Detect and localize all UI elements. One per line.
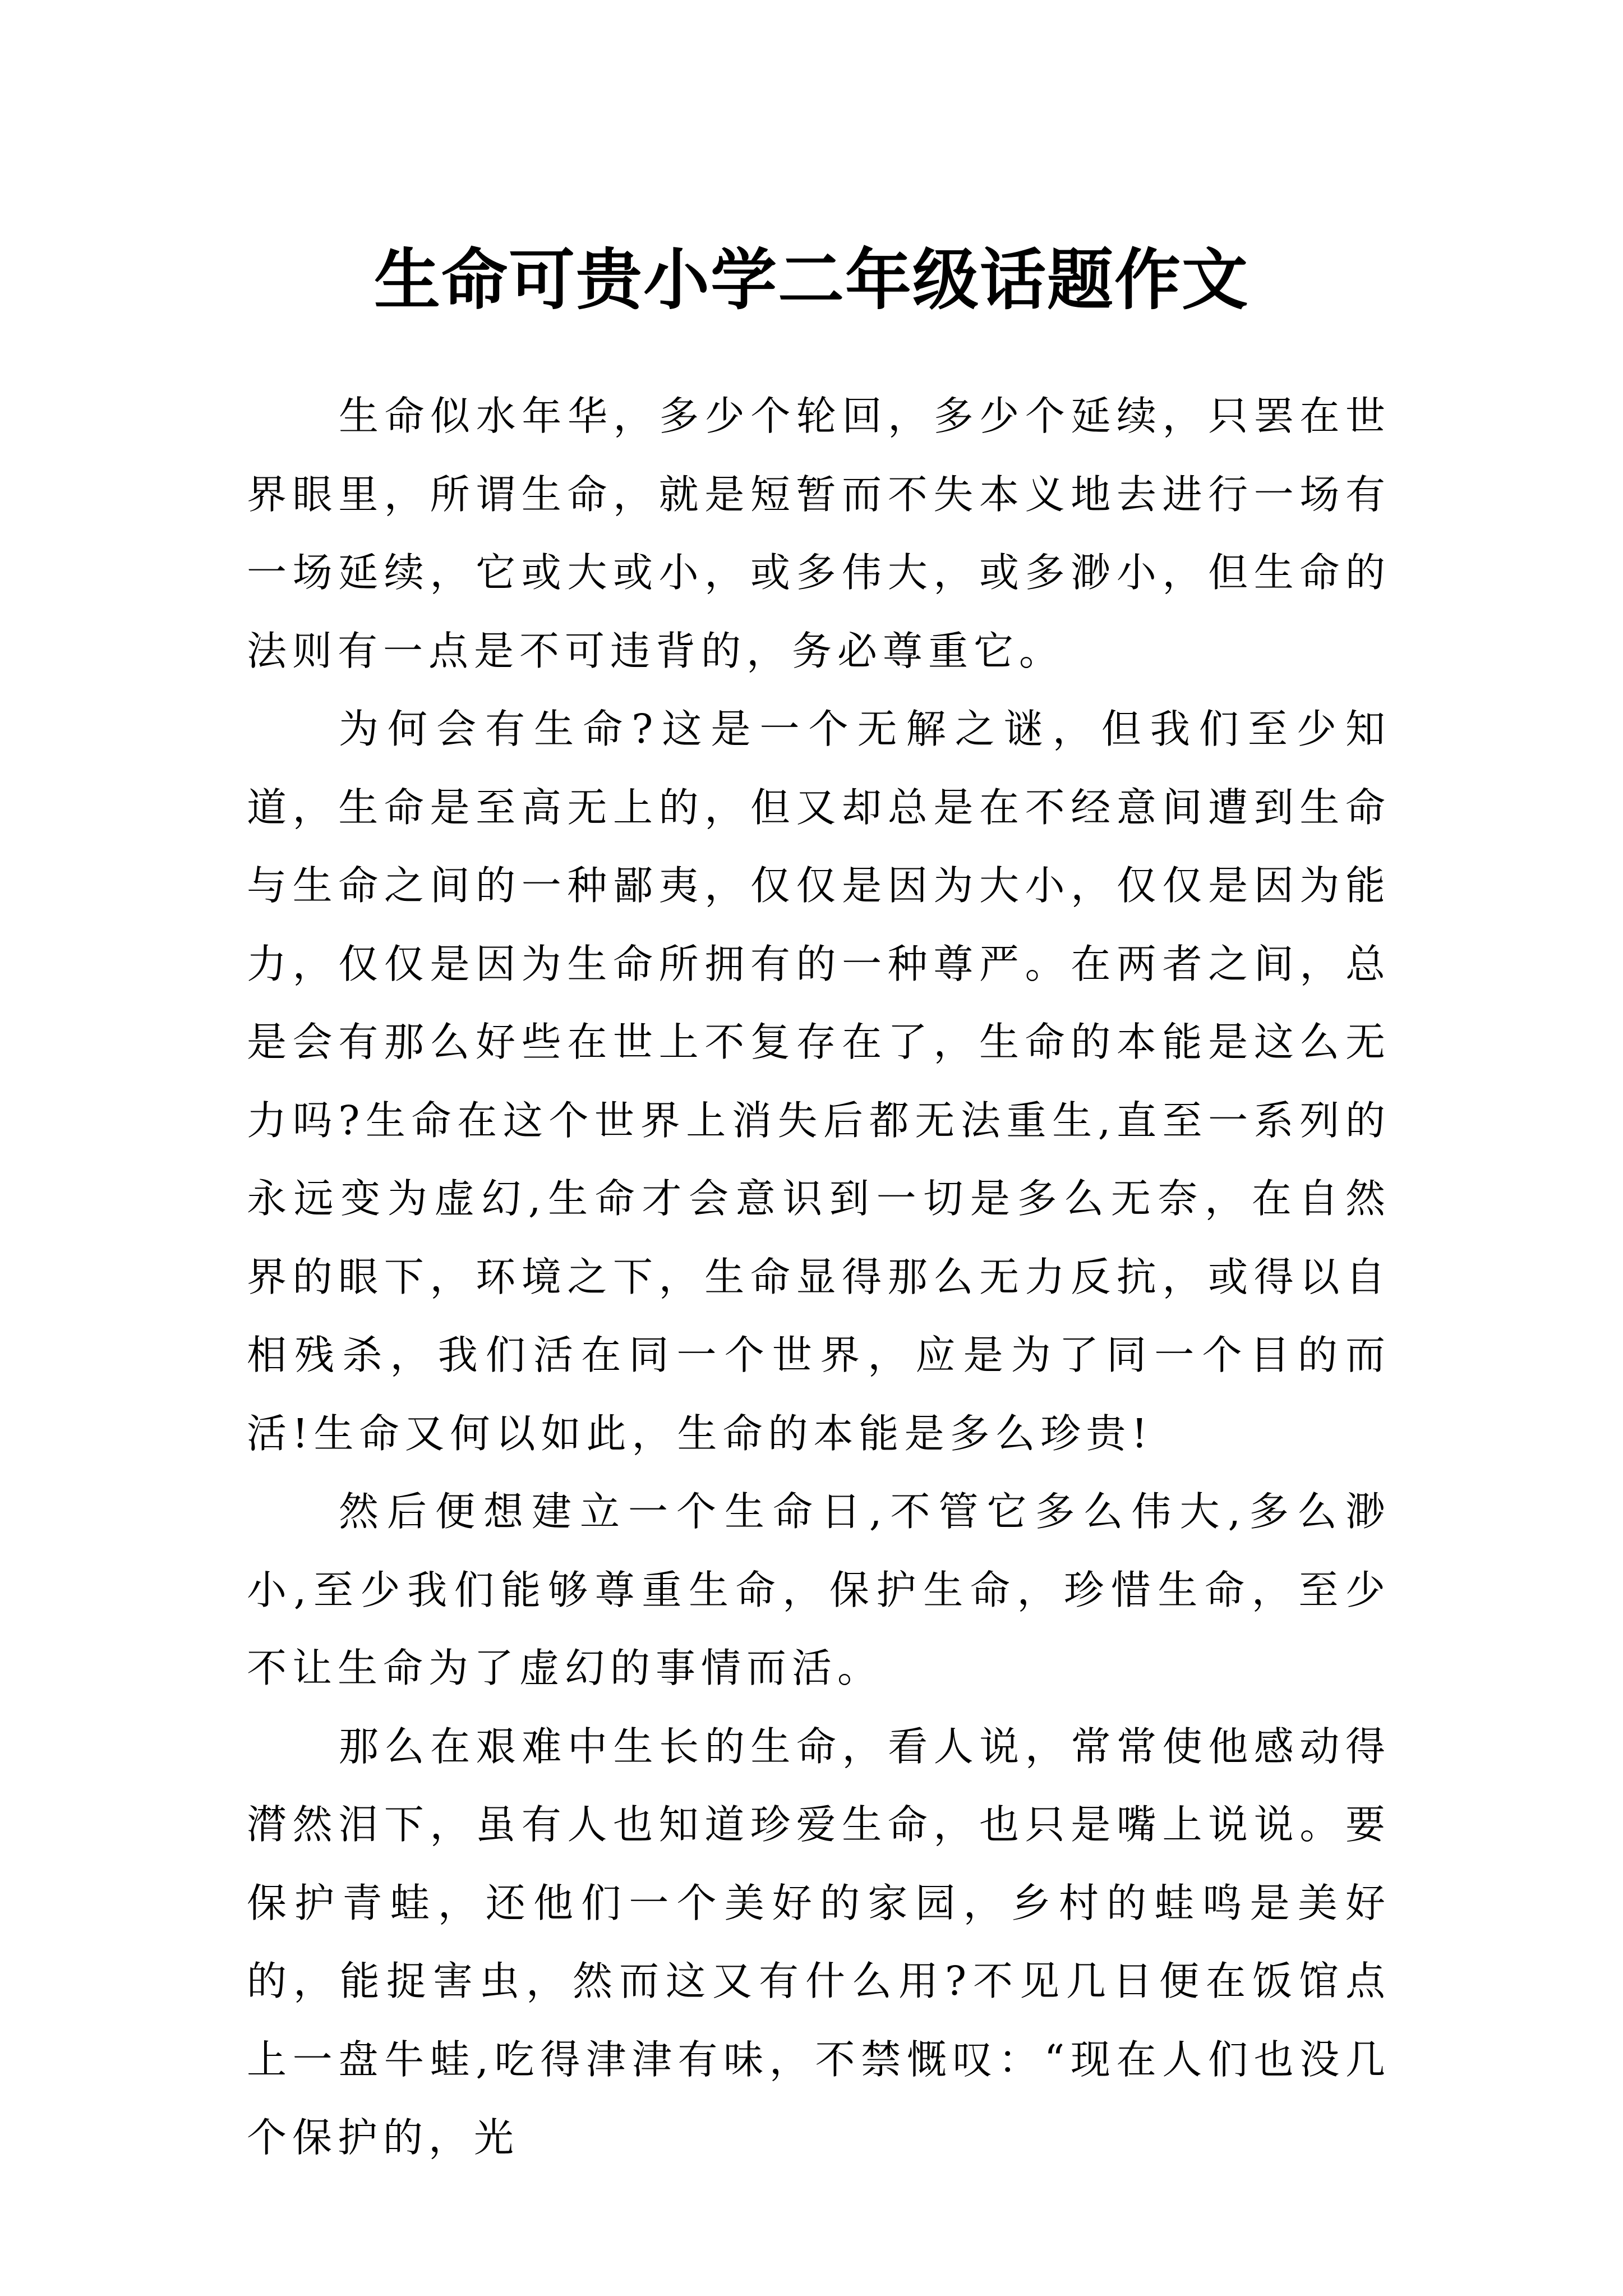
paragraph-1: 生命似水年华，多少个轮回，多少个延续，只罢在世界眼里，所谓生命，就是短暂而不失本义地去进行一场有一场延续，它或大或小，或多伟大，或多渺小，但生命的法则有一点是不可违背的，务必尊重它。 [247,393,1391,674]
document-title: 生命可贵小学二年级话题作文 [374,241,1249,319]
paragraph-2: 为何会有生命?这是一个无解之谜，但我们至少知道，生命是至高无上的，但又却总是在不经意间遭到生命与生命之间的一种鄙夷，仅仅是因为大小，仅仅是因为能力，仅仅是因为生命所拥有的一种尊严。在两者之间，总是会有那么好些在世上不复存在了，生命的本能是这么无力吗?生命在这个世界上消失后都无法重生,直至一系列的永远变为虚幻,生命才会意识到一切是多么无奈，在自然界的眼下，环境之下，生命显得那么无力反抗，或得以自相残杀，我们活在同一个世界，应是为了同一个目的而活!生命又何以如此，生命的本能是多么珍贵! [247,706,1391,1457]
paragraph-4: 那么在艰难中生长的生命，看人说，常常使他感动得潸然泪下，虽有人也知道珍爱生命，也只是嘴上说说。要保护青蛙，还他们一个美好的家园，乡村的蛙鸣是美好的，能捉害虫，然而这又有什么用?不见几日便在饭馆点上一盘牛蛙,吃得津津有味，不禁慨叹：“现在人们也没几个保护的，光 [247,1723,1391,2161]
document-body [247,377,1391,2177]
paragraph-3: 然后便想建立一个生命日,不管它多么伟大,多么渺小,至少我们能够尊重生命，保护生命，珍惜生命，至少不让生命为了虚幻的事情而活。 [247,1488,1391,1691]
